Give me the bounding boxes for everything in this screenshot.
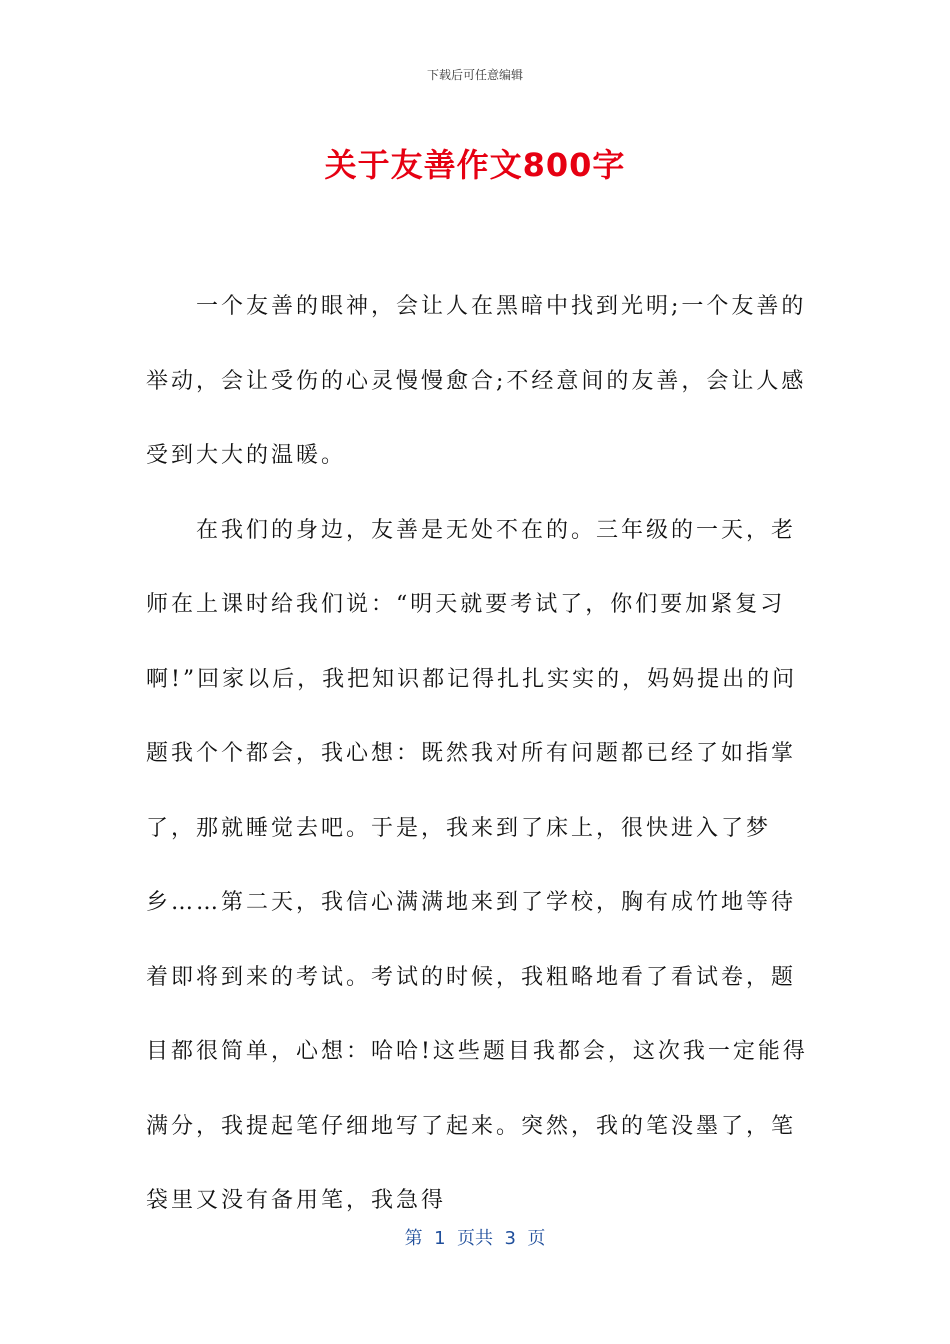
document-body [146,270,808,1239]
document-title: 关于友善作文800字 [324,146,626,184]
header-note: 下载后可任意编辑 [426,68,523,82]
page-footer: 第 1 页共 3 页 [404,1228,546,1249]
paragraph-2: 在我们的身边，友善是无处不在的。三年级的一天，老师在上课时给我们说：“明天就要考试了，你们要加紧复习啊!”回家以后，我把知识都记得扎扎实实的，妈妈提出的问题我个个都会，我心想：既然我对所有问题都已经了如指掌了，那就睡觉去吧。于是，我来到了床上，很快进入了梦乡……第二天，我信心满满地来到了学校，胸有成竹地等待着即将到来的考试。考试的时候，我粗略地看了看试卷，题目都很简单，心想：哈哈!这些题目我都会，这次我一定能得满分，我提起笔仔细地写了起来。突然，我的笔没墨了，笔袋里又没有备用笔，我急得 [146,517,808,1213]
paragraph-1: 一个友善的眼神，会让人在黑暗中找到光明;一个友善的举动，会让受伤的心灵慢慢愈合;不经意间的友善，会让人感受到大大的温暖。 [146,294,807,468]
